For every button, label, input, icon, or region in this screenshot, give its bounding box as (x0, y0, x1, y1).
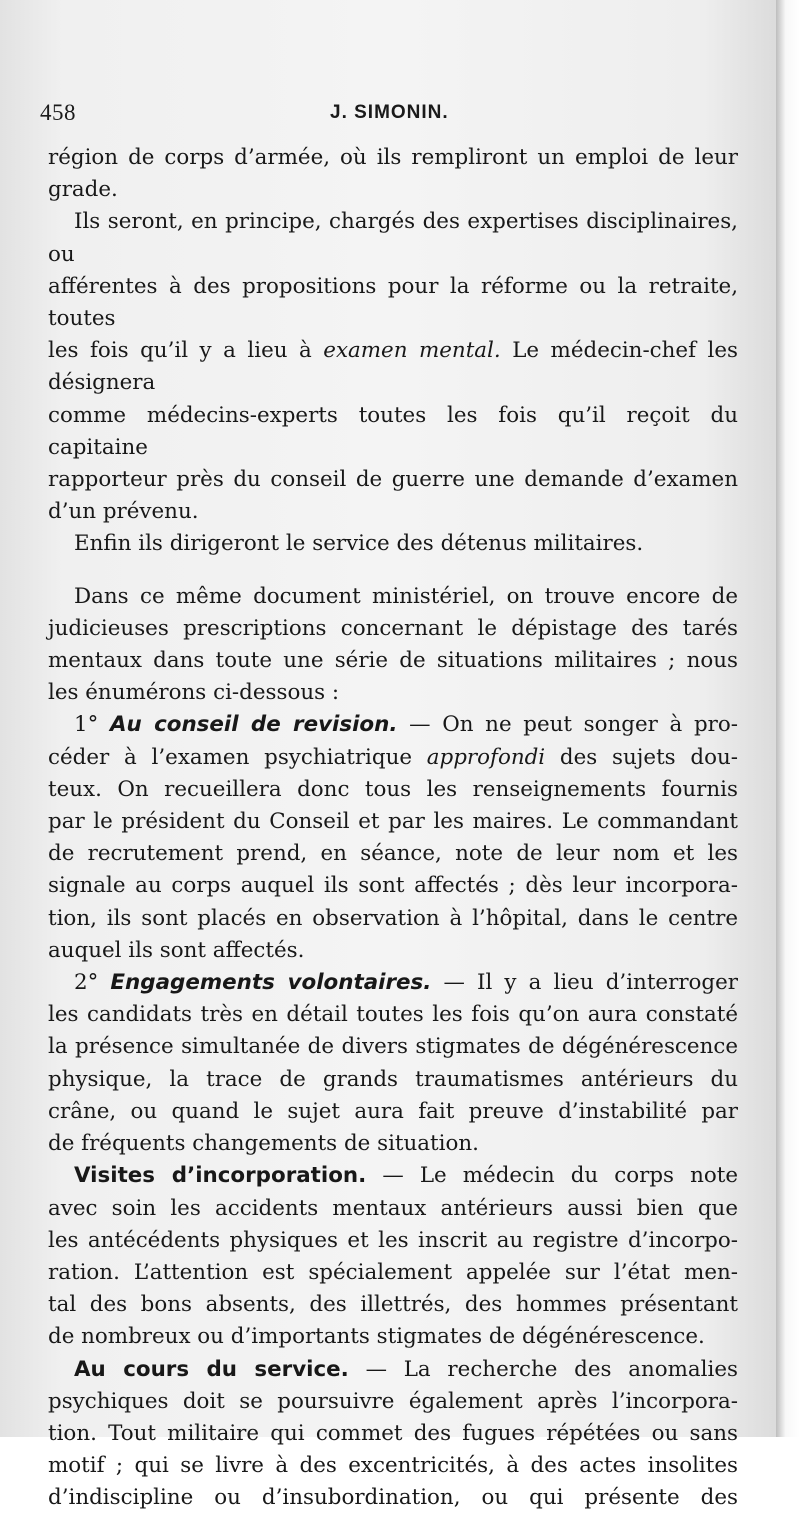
text-line: signale au corps auquel ils sont affectés ; dès leur incorpora- (48, 873, 738, 899)
section-heading: Engagements volontaires. (110, 970, 432, 996)
text-line: tion, ils sont placés en observation à l’hôpital, dans le centre (48, 905, 738, 931)
section-heading: Visites d’incorporation. (74, 1163, 367, 1189)
section-heading-line (48, 1354, 738, 1386)
text-line: de nombreux ou d’importants stigmates de dégénérescence. (48, 1324, 705, 1350)
text-line: par le président du Conseil et par les maires. Le commandant (48, 809, 738, 835)
text-line (48, 335, 738, 399)
text-line: ration. L’attention est spécialement appelée sur l’état men- (48, 1259, 738, 1285)
section-heading-line (48, 1160, 738, 1192)
text-line: comme médecins-experts toutes les fois qu’il reçoit du capitaine (48, 402, 738, 460)
text-line: Ils seront, en principe, chargés des expertises disciplinaires, ou (48, 209, 738, 267)
text-span: — On ne peut songer à pro- (397, 712, 738, 738)
text-line: d’indiscipline ou d’insubordination, ou qui présente des (48, 1485, 738, 1511)
text-line: physique, la trace de grands traumatismes antérieurs du (48, 1066, 738, 1092)
text-line: la présence simultanée de divers stigmates de dégénérescence (48, 1034, 738, 1060)
text-span: — La recherche des anomalies (348, 1356, 738, 1382)
text-line: région de corps d’armée, où ils rempliront un emploi de leur grade. (48, 145, 738, 203)
page-header (40, 100, 740, 134)
section-heading-line (48, 709, 738, 741)
text-line: rapporteur près du conseil de guerre une demande d’examen (48, 467, 738, 493)
body-text (48, 142, 738, 1515)
text-line: motif ; qui se livre à des excentricités, à des actes insolites (48, 1453, 738, 1479)
text-line: judicieuses prescriptions concernant le dépistage des tarés (48, 615, 738, 641)
text-line: les candidats très en détail toutes les fois qu’on aura constaté (48, 1002, 738, 1028)
text-line: auquel ils sont affectés. (48, 937, 305, 963)
section-heading-line (48, 967, 738, 999)
emphasis-span: approfondi (426, 744, 546, 770)
text-line: les énumérons ci-dessous : (48, 680, 340, 706)
text-line: les antécédents physiques et les inscrit au registre d’incorpo- (48, 1227, 738, 1253)
page-number: 458 (40, 100, 76, 125)
text-line: tion. Tout militaire qui commet des fugues répétées ou sans (48, 1420, 738, 1446)
text-line: d’un prévenu. (48, 499, 199, 525)
text-span: 2° (74, 970, 111, 996)
section-heading: Au conseil de revision. (109, 712, 398, 738)
running-head: J. SIMONIN. (330, 102, 449, 123)
emphasis-span: examen mental. (323, 338, 501, 364)
text-line: afférentes à des propositions pour la réforme ou la retraite, toutes (48, 273, 738, 332)
text-span: Le médecin-chef les désignera (48, 338, 738, 396)
text-line: de fréquents changements de situation. (48, 1131, 479, 1157)
text-span: les fois qu’il y a lieu à (48, 338, 324, 364)
text-span: 1° (74, 712, 110, 738)
text-line: psychiques doit se poursuivre également après l’incorpora- (48, 1388, 738, 1414)
paragraph-gap (48, 561, 738, 581)
text-line: crâne, ou quand le sujet aura fait preuve d’instabilité par (48, 1098, 738, 1124)
text-line: Dans ce même document ministériel, on trouve encore de (74, 583, 738, 609)
text-span: — Le médecin du corps note (366, 1163, 738, 1189)
text-line (48, 742, 738, 774)
section-heading: Au cours du service. (74, 1356, 349, 1382)
text-span: céder à l’examen psychiatrique (48, 744, 427, 770)
text-line: de recrutement prend, en séance, note de leur nom et les (48, 841, 738, 867)
text-span: — Il y a lieu d’interroger (431, 970, 738, 996)
page-edge-shadow (776, 0, 800, 1437)
text-line: Enfin ils dirigeront le service des détenus militaires. (74, 531, 644, 557)
text-line: teux. On recueillera donc tous les renseignements fournis (48, 776, 738, 802)
text-span: des sujets dou- (545, 744, 738, 770)
text-line: avec soin les accidents mentaux antérieurs aussi bien que (48, 1195, 738, 1221)
text-line: mentaux dans toute une série de situations militaires ; nous (48, 648, 738, 674)
text-line: tal des bons absents, des illettrés, des hommes présentant (48, 1292, 738, 1318)
